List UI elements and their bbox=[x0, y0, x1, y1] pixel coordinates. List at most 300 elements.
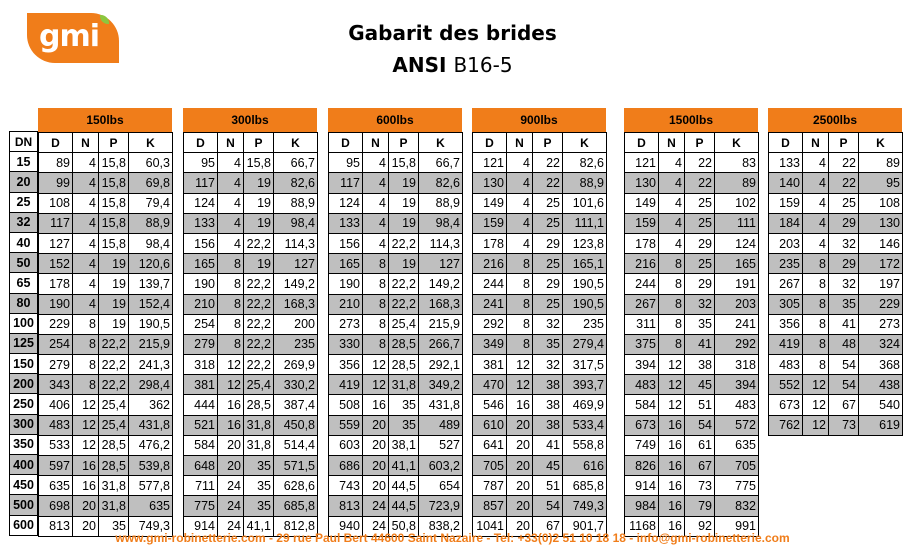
table-cell: 1168 bbox=[625, 516, 659, 536]
table-cell: 22 bbox=[685, 153, 715, 173]
table-cell: 133 bbox=[329, 213, 363, 233]
table-cell: 12 bbox=[73, 435, 99, 455]
table-row bbox=[625, 274, 759, 294]
table-row bbox=[184, 193, 318, 213]
table-cell: 762 bbox=[769, 415, 803, 435]
dn-cell: 500 bbox=[10, 495, 38, 515]
table-cell: 381 bbox=[473, 355, 507, 375]
dn-row bbox=[10, 172, 38, 192]
table-cell: 368 bbox=[859, 355, 903, 375]
table-row bbox=[184, 254, 318, 274]
table-cell: 165 bbox=[184, 254, 218, 274]
table-cell: 28,5 bbox=[99, 456, 129, 476]
table-row bbox=[769, 173, 903, 193]
pressure-class-header: 2500lbs bbox=[768, 108, 902, 132]
table-cell: 29 bbox=[533, 274, 563, 294]
table-cell: 4 bbox=[507, 213, 533, 233]
table-cell: 539,8 bbox=[129, 456, 173, 476]
column-header: N bbox=[218, 133, 244, 153]
table-cell: 4 bbox=[218, 173, 244, 193]
table-cell: 559 bbox=[329, 415, 363, 435]
table-cell: 603,2 bbox=[419, 456, 463, 476]
table-cell: 343 bbox=[39, 375, 73, 395]
table-row bbox=[769, 334, 903, 354]
table-cell: 8 bbox=[803, 254, 829, 274]
table-cell: 20 bbox=[218, 435, 244, 455]
table-cell: 41 bbox=[829, 314, 859, 334]
table-cell: 190 bbox=[39, 294, 73, 314]
table-cell: 648 bbox=[184, 456, 218, 476]
table-cell: 22 bbox=[829, 173, 859, 193]
table-cell: 4 bbox=[73, 294, 99, 314]
table-row bbox=[769, 153, 903, 173]
table-cell: 61 bbox=[685, 435, 715, 455]
table-row bbox=[329, 355, 463, 375]
table-cell: 584 bbox=[184, 435, 218, 455]
table-cell: 190,5 bbox=[563, 274, 607, 294]
table-cell: 178 bbox=[39, 274, 73, 294]
table-cell: 25,4 bbox=[99, 415, 129, 435]
table-cell: 514,4 bbox=[274, 435, 318, 455]
dn-row bbox=[10, 414, 38, 434]
table-row bbox=[329, 435, 463, 455]
table-cell: 203 bbox=[769, 233, 803, 253]
table-row bbox=[329, 193, 463, 213]
table-cell: 156 bbox=[329, 233, 363, 253]
table-cell: 4 bbox=[363, 153, 389, 173]
pressure-class-header: 300lbs bbox=[183, 108, 317, 132]
table-cell: 149 bbox=[473, 193, 507, 213]
table-cell: 19 bbox=[244, 254, 274, 274]
table-cell: 318 bbox=[184, 355, 218, 375]
table-cell: 95 bbox=[859, 173, 903, 193]
table-cell: 20 bbox=[363, 456, 389, 476]
table-cell: 685,8 bbox=[274, 496, 318, 516]
table-cell: 8 bbox=[659, 274, 685, 294]
table-row bbox=[329, 153, 463, 173]
dn-row bbox=[10, 152, 38, 172]
table-cell: 25,4 bbox=[389, 314, 419, 334]
table-cell: 387,4 bbox=[274, 395, 318, 415]
table-cell: 508 bbox=[329, 395, 363, 415]
table-cell: 686 bbox=[329, 456, 363, 476]
table-row bbox=[769, 193, 903, 213]
table-cell: 16 bbox=[659, 476, 685, 496]
table-cell: 723,9 bbox=[419, 496, 463, 516]
table-cell: 235 bbox=[274, 334, 318, 354]
table-cell: 152 bbox=[39, 254, 73, 274]
table-cell: 203 bbox=[715, 294, 759, 314]
table-row bbox=[473, 153, 607, 173]
table-row bbox=[329, 254, 463, 274]
dn-cell: 400 bbox=[10, 455, 38, 475]
table-cell: 8 bbox=[659, 334, 685, 354]
table-cell: 32 bbox=[533, 314, 563, 334]
table-cell: 25 bbox=[533, 193, 563, 213]
table-cell: 111,1 bbox=[563, 213, 607, 233]
table-cell: 127 bbox=[39, 233, 73, 253]
table-row bbox=[184, 496, 318, 516]
table-cell: 19 bbox=[99, 294, 129, 314]
table-cell: 12 bbox=[507, 355, 533, 375]
table-cell: 4 bbox=[659, 213, 685, 233]
table-cell: 705 bbox=[473, 456, 507, 476]
table-cell: 178 bbox=[473, 233, 507, 253]
pressure-class-block bbox=[38, 108, 172, 537]
table-row bbox=[769, 375, 903, 395]
table-cell: 114,3 bbox=[274, 233, 318, 253]
table-cell: 121 bbox=[473, 153, 507, 173]
table-cell: 190 bbox=[184, 274, 218, 294]
table-cell: 235 bbox=[769, 254, 803, 274]
table-cell: 15,8 bbox=[99, 233, 129, 253]
table-cell: 28,5 bbox=[99, 435, 129, 455]
table-cell: 4 bbox=[73, 233, 99, 253]
table-cell: 20 bbox=[363, 476, 389, 496]
table-cell: 349,2 bbox=[419, 375, 463, 395]
flange-table bbox=[472, 132, 607, 537]
table-cell: 540 bbox=[859, 395, 903, 415]
table-cell: 22,2 bbox=[389, 294, 419, 314]
table-cell: 244 bbox=[473, 274, 507, 294]
column-header: D bbox=[473, 133, 507, 153]
table-cell: 4 bbox=[218, 213, 244, 233]
table-cell: 54 bbox=[829, 355, 859, 375]
table-cell: 8 bbox=[507, 274, 533, 294]
table-cell: 15,8 bbox=[99, 213, 129, 233]
table-cell: 4 bbox=[803, 173, 829, 193]
table-cell: 88,9 bbox=[129, 213, 173, 233]
table-cell: 20 bbox=[363, 435, 389, 455]
table-cell: 88,9 bbox=[419, 193, 463, 213]
table-cell: 67 bbox=[685, 456, 715, 476]
table-cell: 25 bbox=[685, 193, 715, 213]
column-header: K bbox=[715, 133, 759, 153]
table-cell: 22,2 bbox=[99, 375, 129, 395]
table-row bbox=[625, 254, 759, 274]
table-cell: 159 bbox=[769, 193, 803, 213]
table-cell: 558,8 bbox=[563, 435, 607, 455]
table-cell: 406 bbox=[39, 395, 73, 415]
table-cell: 66,7 bbox=[419, 153, 463, 173]
table-cell: 8 bbox=[218, 294, 244, 314]
table-cell: 20 bbox=[363, 415, 389, 435]
table-cell: 149,2 bbox=[274, 274, 318, 294]
table-cell: 991 bbox=[715, 516, 759, 536]
table-row bbox=[473, 233, 607, 253]
table-cell: 527 bbox=[419, 435, 463, 455]
table-cell: 12 bbox=[363, 375, 389, 395]
table-cell: 269,9 bbox=[274, 355, 318, 375]
subtitle-standard: B16-5 bbox=[453, 53, 513, 77]
table-cell: 108 bbox=[859, 193, 903, 213]
table-row bbox=[769, 415, 903, 435]
table-cell: 4 bbox=[659, 153, 685, 173]
table-cell: 8 bbox=[363, 294, 389, 314]
table-cell: 22,2 bbox=[244, 294, 274, 314]
table-cell: 16 bbox=[659, 496, 685, 516]
column-header: N bbox=[363, 133, 389, 153]
pressure-class-block bbox=[768, 108, 902, 436]
table-cell: 279 bbox=[39, 355, 73, 375]
column-header: D bbox=[769, 133, 803, 153]
table-row bbox=[184, 153, 318, 173]
table-cell: 184 bbox=[769, 213, 803, 233]
table-cell: 25 bbox=[533, 254, 563, 274]
pressure-class-block bbox=[472, 108, 606, 537]
table-cell: 19 bbox=[389, 173, 419, 193]
dn-row bbox=[10, 313, 38, 333]
table-row bbox=[329, 496, 463, 516]
table-cell: 41 bbox=[533, 435, 563, 455]
column-header: P bbox=[244, 133, 274, 153]
pressure-class-block bbox=[183, 108, 317, 537]
table-cell: 4 bbox=[218, 153, 244, 173]
table-cell: 8 bbox=[803, 274, 829, 294]
table-cell: 628,6 bbox=[274, 476, 318, 496]
table-row bbox=[184, 355, 318, 375]
column-header: D bbox=[39, 133, 73, 153]
table-cell: 8 bbox=[507, 314, 533, 334]
table-cell: 8 bbox=[73, 314, 99, 334]
pressure-class-header: 600lbs bbox=[328, 108, 462, 132]
table-cell: 60,3 bbox=[129, 153, 173, 173]
table-cell: 4 bbox=[73, 274, 99, 294]
table-row bbox=[769, 314, 903, 334]
table-row bbox=[39, 153, 173, 173]
table-cell: 156 bbox=[184, 233, 218, 253]
table-row bbox=[329, 233, 463, 253]
table-cell: 24 bbox=[218, 496, 244, 516]
table-cell: 25 bbox=[685, 254, 715, 274]
table-cell: 44,5 bbox=[389, 496, 419, 516]
table-cell: 79 bbox=[685, 496, 715, 516]
table-cell: 24 bbox=[218, 516, 244, 536]
table-cell: 244 bbox=[625, 274, 659, 294]
table-row bbox=[329, 294, 463, 314]
dn-cell: 80 bbox=[10, 293, 38, 313]
table-cell: 20 bbox=[507, 476, 533, 496]
table-cell: 584 bbox=[625, 395, 659, 415]
dn-row bbox=[10, 192, 38, 212]
table-cell: 95 bbox=[184, 153, 218, 173]
table-cell: 533 bbox=[39, 435, 73, 455]
table-cell: 4 bbox=[507, 233, 533, 253]
table-cell: 311 bbox=[625, 314, 659, 334]
table-cell: 45 bbox=[685, 375, 715, 395]
table-row bbox=[184, 233, 318, 253]
table-cell: 431,8 bbox=[129, 415, 173, 435]
table-cell: 92 bbox=[685, 516, 715, 536]
page-title: Gabarit des brides bbox=[348, 21, 557, 45]
table-cell: 4 bbox=[363, 233, 389, 253]
table-cell: 318 bbox=[715, 355, 759, 375]
logo-text: gmi bbox=[39, 19, 100, 54]
table-cell: 29 bbox=[685, 233, 715, 253]
table-cell: 857 bbox=[473, 496, 507, 516]
table-cell: 32 bbox=[829, 274, 859, 294]
table-cell: 572 bbox=[715, 415, 759, 435]
table-cell: 101,6 bbox=[563, 193, 607, 213]
table-row bbox=[39, 456, 173, 476]
table-row bbox=[184, 314, 318, 334]
table-row bbox=[473, 375, 607, 395]
table-cell: 146 bbox=[859, 233, 903, 253]
column-header: P bbox=[99, 133, 129, 153]
table-row bbox=[473, 415, 607, 435]
table-row bbox=[625, 476, 759, 496]
table-cell: 16 bbox=[218, 395, 244, 415]
pressure-class-block bbox=[328, 108, 462, 537]
table-cell: 4 bbox=[659, 233, 685, 253]
table-cell: 19 bbox=[389, 193, 419, 213]
column-header: K bbox=[859, 133, 903, 153]
column-header: N bbox=[507, 133, 533, 153]
column-header: P bbox=[685, 133, 715, 153]
column-header: P bbox=[389, 133, 419, 153]
table-cell: 8 bbox=[218, 334, 244, 354]
table-cell: 619 bbox=[859, 415, 903, 435]
table-cell: 362 bbox=[129, 395, 173, 415]
flange-table bbox=[183, 132, 318, 537]
table-row bbox=[184, 334, 318, 354]
table-cell: 89 bbox=[39, 153, 73, 173]
table-cell: 8 bbox=[363, 334, 389, 354]
table-row bbox=[625, 334, 759, 354]
table-cell: 51 bbox=[685, 395, 715, 415]
table-row bbox=[473, 395, 607, 415]
column-header: K bbox=[129, 133, 173, 153]
table-cell: 521 bbox=[184, 415, 218, 435]
table-row bbox=[625, 395, 759, 415]
table-cell: 22 bbox=[829, 153, 859, 173]
table-cell: 241 bbox=[473, 294, 507, 314]
table-cell: 22,2 bbox=[244, 233, 274, 253]
table-cell: 197 bbox=[859, 274, 903, 294]
table-cell: 123,8 bbox=[563, 233, 607, 253]
table-cell: 45 bbox=[533, 456, 563, 476]
table-cell: 35 bbox=[389, 395, 419, 415]
table-cell: 20 bbox=[218, 456, 244, 476]
table-cell: 749,3 bbox=[563, 496, 607, 516]
table-cell: 140 bbox=[769, 173, 803, 193]
table-cell: 4 bbox=[73, 213, 99, 233]
table-cell: 552 bbox=[769, 375, 803, 395]
table-cell: 41,1 bbox=[244, 516, 274, 536]
table-cell: 8 bbox=[507, 254, 533, 274]
table-cell: 79,4 bbox=[129, 193, 173, 213]
table-cell: 24 bbox=[218, 476, 244, 496]
table-cell: 489 bbox=[419, 415, 463, 435]
table-cell: 130 bbox=[625, 173, 659, 193]
table-cell: 24 bbox=[363, 516, 389, 536]
table-row bbox=[769, 213, 903, 233]
dn-cell: 20 bbox=[10, 172, 38, 192]
table-cell: 190,5 bbox=[129, 314, 173, 334]
flange-table bbox=[38, 132, 173, 537]
table-cell: 4 bbox=[73, 254, 99, 274]
table-row bbox=[184, 173, 318, 193]
table-row bbox=[769, 294, 903, 314]
table-cell: 191 bbox=[715, 274, 759, 294]
table-row bbox=[39, 395, 173, 415]
table-cell: 22 bbox=[533, 173, 563, 193]
table-cell: 124 bbox=[715, 233, 759, 253]
table-cell: 35 bbox=[389, 415, 419, 435]
table-cell: 51 bbox=[533, 476, 563, 496]
dn-row bbox=[10, 495, 38, 515]
table-cell: 210 bbox=[329, 294, 363, 314]
table-cell: 266,7 bbox=[419, 334, 463, 354]
table-cell: 159 bbox=[625, 213, 659, 233]
table-cell: 12 bbox=[803, 375, 829, 395]
table-row bbox=[625, 193, 759, 213]
dn-cell: 25 bbox=[10, 192, 38, 212]
table-cell: 19 bbox=[244, 193, 274, 213]
table-cell: 533,4 bbox=[563, 415, 607, 435]
dn-row bbox=[10, 374, 38, 394]
table-cell: 121 bbox=[625, 153, 659, 173]
table-cell: 98,4 bbox=[274, 213, 318, 233]
table-cell: 50,8 bbox=[389, 516, 419, 536]
table-cell: 4 bbox=[73, 173, 99, 193]
table-row bbox=[769, 395, 903, 415]
table-cell: 28,5 bbox=[389, 334, 419, 354]
table-cell: 133 bbox=[184, 213, 218, 233]
table-row bbox=[473, 193, 607, 213]
table-cell: 82,6 bbox=[274, 173, 318, 193]
table-cell: 4 bbox=[73, 153, 99, 173]
table-cell: 127 bbox=[274, 254, 318, 274]
table-cell: 914 bbox=[625, 476, 659, 496]
table-row bbox=[184, 395, 318, 415]
table-cell: 381 bbox=[184, 375, 218, 395]
dn-row bbox=[10, 212, 38, 232]
table-cell: 35 bbox=[244, 496, 274, 516]
table-cell: 22,2 bbox=[389, 233, 419, 253]
dn-row bbox=[10, 354, 38, 374]
table-row bbox=[329, 476, 463, 496]
table-cell: 88,9 bbox=[563, 173, 607, 193]
table-row bbox=[39, 435, 173, 455]
table-row bbox=[39, 274, 173, 294]
table-cell: 133 bbox=[769, 153, 803, 173]
dn-cell: 350 bbox=[10, 434, 38, 454]
table-cell: 8 bbox=[507, 334, 533, 354]
table-cell: 8 bbox=[659, 254, 685, 274]
table-cell: 8 bbox=[218, 274, 244, 294]
table-cell: 130 bbox=[859, 213, 903, 233]
table-cell: 54 bbox=[533, 496, 563, 516]
table-cell: 901,7 bbox=[563, 516, 607, 536]
table-row bbox=[184, 415, 318, 435]
table-cell: 635 bbox=[129, 496, 173, 516]
table-row bbox=[473, 213, 607, 233]
pressure-class-header: 1500lbs bbox=[624, 108, 758, 132]
dn-cell: 65 bbox=[10, 273, 38, 293]
column-header: K bbox=[563, 133, 607, 153]
table-cell: 117 bbox=[184, 173, 218, 193]
table-cell: 317,5 bbox=[563, 355, 607, 375]
table-cell: 635 bbox=[39, 476, 73, 496]
table-cell: 25,4 bbox=[99, 395, 129, 415]
pressure-class-header: 150lbs bbox=[38, 108, 172, 132]
table-cell: 356 bbox=[769, 314, 803, 334]
table-row bbox=[473, 314, 607, 334]
table-cell: 25 bbox=[685, 213, 715, 233]
flange-table bbox=[328, 132, 463, 537]
table-row bbox=[625, 294, 759, 314]
